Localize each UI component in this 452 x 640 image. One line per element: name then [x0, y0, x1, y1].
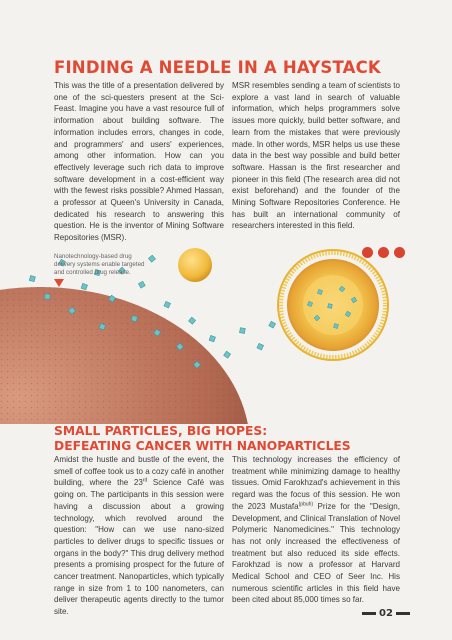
section2-title-line1: SMALL PARTICLES, BIG HOPES: — [54, 424, 268, 438]
small-nanoparticle — [178, 248, 212, 282]
page-number-bar-right — [396, 612, 410, 615]
section2-col3-rest: Science Café was going on. The participants in this session were having a discussion about a growing technology, which revolved around the question: "How can we use nano-sized particles to deliver drugs to specific tissues or organs in the body?" This drug delivery method presents a promising prospect for the future of cancer treatment. Nanoparticles, which typically range in size from 1 to 100 nanometers, can deliver therapeutic agents directly to the tumor site. — [54, 478, 224, 617]
section1-column-right: MSR resembles sending a team of scientists to explore a vast land in search of valuable information, which helps programmers solve issues more quickly, build better software, and learn from the mistakes that were previously made. In other words, MSR helps us use these data in the best way possible and build better software. Hassan is the first researcher and pioneer in this field (The research area did not exist beforehand) and the founder of the Mining Software Repositories Conference. He has built an international community of researchers interested in this field. — [232, 81, 400, 231]
pbuh-superscript: (pbuh) — [298, 501, 314, 508]
dot-2 — [378, 247, 389, 258]
section-title-nanoparticles — [54, 424, 414, 453]
cancer-cell — [0, 287, 250, 424]
dot-1 — [362, 247, 373, 258]
page-number — [362, 608, 410, 619]
decorative-dots — [362, 247, 405, 258]
large-nanoparticle-cross-section — [278, 250, 388, 360]
dot-3 — [394, 247, 405, 258]
section1-column-left: This was the title of a presentation delivered by one of the sci-questers present at the Sci-Feast. Imagine you have a vast resource full of information about building software. The information includes errors, changes in code, and programmers' and users' experiences, among other information. How can you effectively leverage such rich data to improve software development in a cost-efficient way with the fewest risks possible? Ahmed Hassan, a professor at Queen's University in Canada, dedicated his research to answering this question. He is the inventor of Mining Software Repositories (MSR). — [54, 81, 224, 243]
page-number-bar-left — [362, 612, 376, 615]
section2-title-line2: DEFEATING CANCER WITH NANOPARTICLES — [54, 438, 351, 453]
section2-col3-text: Amidst the hustle and bustle of the event, the smell of coffee took us to a cozy café in another building, where the 23 — [54, 455, 224, 488]
figure-caption: Nanotechnology-based drug delivery systems enable targeted and controlled drug release. — [54, 253, 145, 276]
section2-column-right — [232, 454, 400, 606]
section2-column-left — [54, 454, 224, 618]
ordinal-superscript: rd — [142, 477, 148, 484]
section2-col4-rest: Prize for the "Design, Development, and Clinical Translation of Novel Polymeric Nanomedicines." This technology has not only increased the effectiveness of treatment but also reduced its side effects. Farokhzad is now a professor at Harvard Medical School and CEO of Seer Inc. His numerous scientific articles in this field have been cited about 85,000 times so far. — [232, 501, 400, 605]
section-title-needle-haystack: FINDING A NEEDLE IN A HAYSTACK — [54, 58, 381, 77]
section2-col4-text: This technology increases the efficiency of treatment while minimizing damage to healthy tissues. Omid Farokhzad's achievement in this regard was the focus of this session. He won the 2023 Mustafa — [232, 455, 400, 511]
page-number-text: 02 — [379, 608, 393, 619]
caption-pointer-triangle — [54, 279, 64, 287]
